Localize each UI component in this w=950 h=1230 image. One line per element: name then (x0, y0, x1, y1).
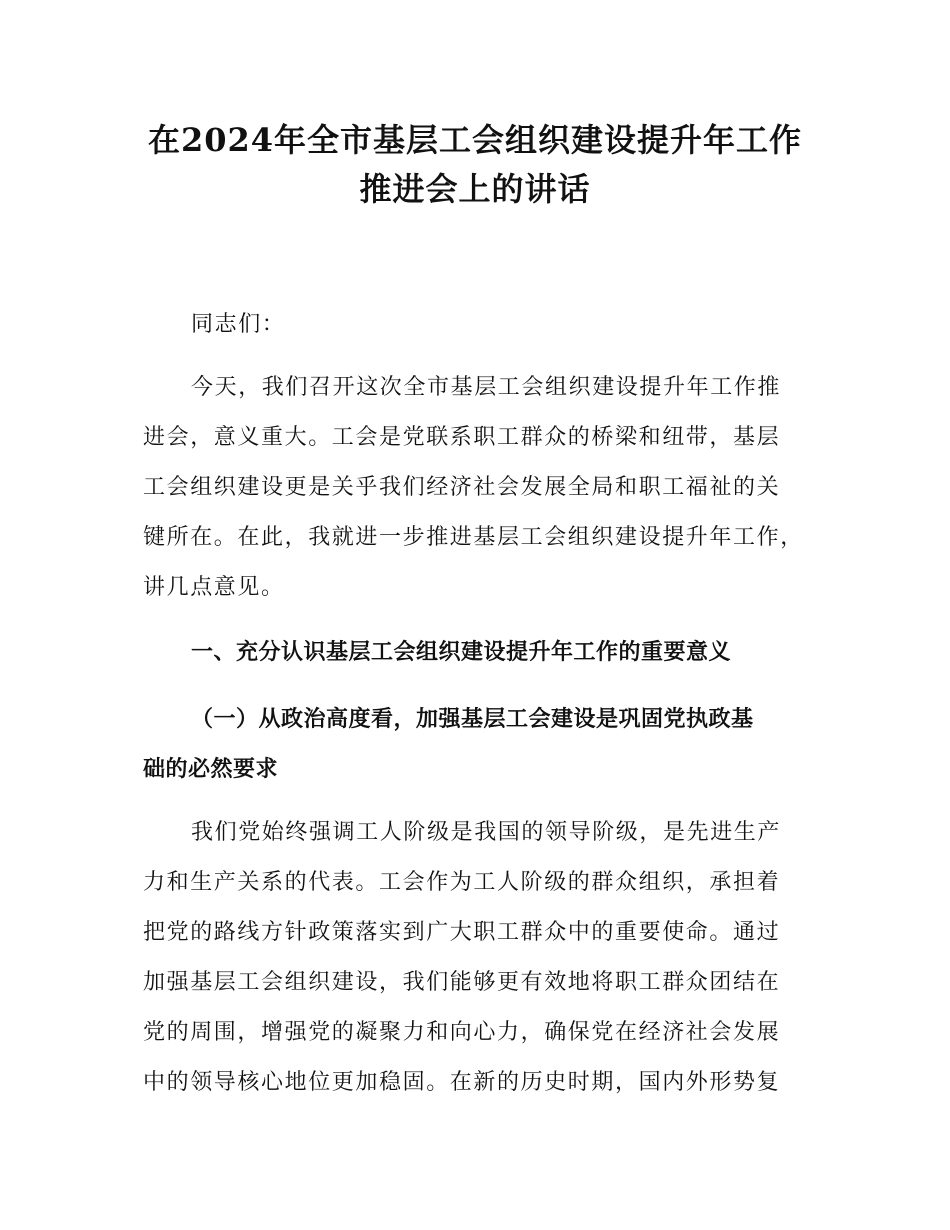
subsection-heading: （一）从政治高度看，加强基层工会建设是巩固党执政基 (191, 707, 754, 732)
body-line: 加强基层工会组织建设，我们能够更有效地将职工群众团结在 (143, 970, 781, 995)
body-line: 党的周围，增强党的凝聚力和向心力，确保党在经济社会发展 (143, 1020, 781, 1045)
intro-line: 工会组织建设更是关乎我们经济社会发展全局和职工福祉的关 (143, 475, 781, 500)
body-line: 力和生产关系的代表。工会作为工人阶级的群众组织，承担着 (143, 870, 781, 895)
subsection-heading-continued: 础的必然要求 (143, 757, 279, 782)
document-title-line-2: 推进会上的讲话 (359, 170, 591, 208)
intro-line: 键所在。在此，我就进一步推进基层工会组织建设提升年工作， (143, 525, 804, 550)
intro-line: 今天，我们召开这次全市基层工会组织建设提升年工作推 (191, 375, 782, 400)
section-heading: 一、充分认识基层工会组织建设提升年工作的重要意义 (191, 640, 732, 665)
body-line: 我们党始终强调工人阶级是我国的领导阶级，是先进生产 (191, 820, 782, 845)
intro-line: 讲几点意见。 (143, 575, 285, 600)
intro-line: 进会，意义重大。工会是党联系职工群众的桥梁和纽带，基层 (143, 425, 781, 450)
body-line: 把党的路线方针政策落实到广大职工群众中的重要使命。通过 (143, 920, 781, 945)
salutation: 同志们： (191, 312, 286, 337)
body-line: 中的领导核心地位更加稳固。在新的历史时期，国内外形势复 (143, 1070, 781, 1095)
document-title-line-1: 在2024年全市基层工会组织建设提升年工作 (147, 121, 803, 159)
